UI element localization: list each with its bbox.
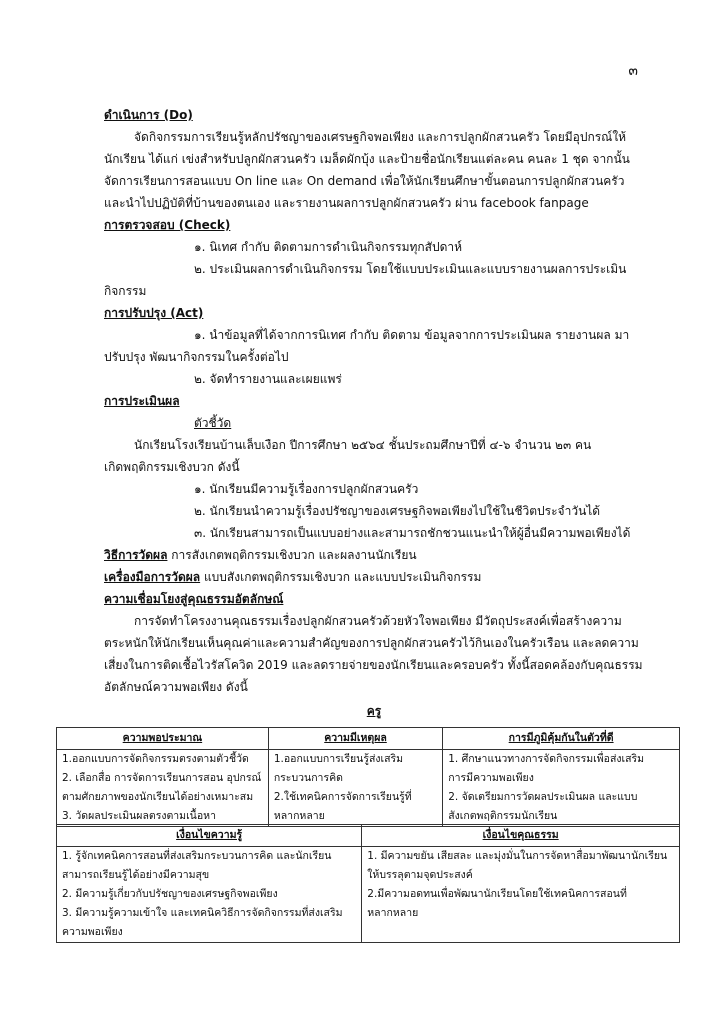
connection-heading: ความเชื่อมโยงสู่คุณธรรมอัตลักษณ์ (104, 592, 284, 606)
cell-line: ความพอเพียง (62, 926, 123, 938)
act-item-2: ๒. จัดทำรายงานและเผยแพร่ (194, 372, 342, 386)
act-item-1-cont: ปรับปรุง พัฒนากิจกรรมในครั้งต่อไป (104, 350, 289, 364)
cell-reasonableness (268, 750, 442, 827)
conditions-table (56, 824, 680, 943)
act-item-1: ๑. นำข้อมูลที่ได้จากการนิเทศ กำกับ ติดตาม ข้อมูลจากการประเมินผล รายงานผล มา (194, 328, 630, 342)
connection-text: การจัดทำโครงงานคุณธรรมเรื่องปลูกผักสวนครัวด้วยหัวใจพอเพียง มีวัตถุประสงค์เพื่อสร้างความตระหนักให้นักเรียนเห็นคุณค่าและความสำคัญของการปลูกผักสวนครัวไว้กินเองในครัวเรือน และลดความเสี่ยงในการติดเชื้อไวรัสโควิด 2019 และลดรายจ่ายของนักเรียนและครอบครัว ทั้งนี้สอดคล้องกับคุณธรรมอัตลักษณ์ความพอเพียง ดังนี้ (104, 614, 643, 694)
cell-line: 2. เลือกสื่อ การจัดการเรียนการสอน อุปกรณ์ (62, 772, 262, 784)
evaluation-heading: การประเมินผล (104, 394, 180, 408)
do-text: จัดกิจกรรมการเรียนรู้หลักปรัชญาของเศรษฐกิจพอเพียง และการปลูกผักสวนครัว โดยมีอุปกรณ์ให้นักเรียน ได้แก่ เข่งสำหรับปลูกผักสวนครัว เมล็ดผักบุ้ง และป้ายชื่อนักเรียนแต่ละคน คนละ 1 ชุด จากนั้นจัดการเรียนการสอนแบบ On line และ On demand เพื่อให้นักเรียนศึกษาขั้นตอนการปลูกผักสวนครัว และนำไปปฏิบัติที่บ้านของตนเอง และรายงานผลการปลูกผักสวนครัว ผ่าน facebook fanpage (104, 130, 630, 210)
cell-knowledge (57, 847, 362, 943)
cell-line: 3. วัดผลประเมินผลตรงตามเนื้อหา (62, 810, 216, 822)
method-line (104, 544, 644, 566)
cell-line: 1.ออกแบบการจัดกิจกรรมตรงตามตัวชี้วัด (62, 753, 249, 765)
check-item-2-cont: กิจกรรม (104, 284, 147, 298)
evaluation-item-3: ๓. นักเรียนสามารถเป็นแบบอย่างและสามารถชักชวนแนะนำให้ผู้อื่นมีความพอเพียงได้ (194, 526, 631, 540)
cell-morality (362, 847, 680, 943)
check-item-2: ๒. ประเมินผลการดำเนินกิจกรรม โดยใช้แบบประเมินและแบบรายงานผลการประเมิน (194, 262, 627, 276)
tool-text: แบบสังเกตพฤติกรรมเชิงบวก และแบบประเมินกิจกรรม (200, 570, 482, 584)
page-content (104, 104, 644, 726)
sufficiency-table (56, 727, 680, 827)
cell-line: 2.มีความอดทนเพื่อพัฒนานักเรียนโดยใช้เทคนิคการสอนที่ (367, 888, 627, 900)
cell-line: 1. ศึกษาแนวทางการจัดกิจกรรมเพื่อส่งเสริม (448, 753, 645, 765)
indicator-heading: ตัวชี้วัด (194, 416, 232, 430)
act-heading: การปรับปรุง (Act) (104, 306, 204, 320)
cell-line: ให้บรรลุตามจุดประสงค์ (367, 869, 473, 881)
method-label: วิธีการวัดผล (104, 548, 168, 562)
table-title: ครู (366, 704, 382, 718)
cell-line: สามารถเรียนรู้ได้อย่างมีความสุข (62, 869, 210, 881)
cell-line: 1. มีความขยัน เสียสละ และมุ่งมั่นในการจัดหาสื่อมาพัฒนานักเรียน (367, 850, 668, 862)
cell-immunity (443, 750, 680, 827)
cell-line: 2. จัดเตรียมการวัดผลประเมินผล และแบบ (448, 791, 638, 803)
cell-line: 2.ใช้เทคนิคการจัดการเรียนรู้ที่ (273, 791, 412, 803)
cell-line: ตามศักยภาพของนักเรียนได้อย่างเหมาะสม (62, 791, 254, 803)
header-knowledge-condition: เงื่อนไขความรู้ (57, 825, 362, 847)
check-item-1: ๑. นิเทศ กำกับ ติดตามการดำเนินกิจกรรมทุกสัปดาห์ (194, 240, 463, 254)
evaluation-item-2: ๒. นักเรียนนำความรู้เรื่องปรัชญาของเศรษฐกิจพอเพียงไปใช้ในชีวิตประจำวันได้ (194, 504, 601, 518)
col-header-immunity: การมีภูมิคุ้มกันในตัวที่ดี (443, 728, 680, 750)
cell-moderation (57, 750, 269, 827)
cell-line: 1.ออกแบบการเรียนรู้ส่งเสริม (273, 753, 404, 765)
col-header-reasonableness: ความมีเหตุผล (268, 728, 442, 750)
cell-line: 3. มีความรู้ความเข้าใจ และเทคนิควิธีการจัดกิจกรรมที่ส่งเสริม (62, 907, 343, 919)
cell-line: การมีความพอเพียง (448, 772, 534, 784)
cell-line: 1. รู้จักเทคนิคการสอนที่ส่งเสริมกระบวนการคิด และนักเรียน (62, 850, 332, 862)
check-heading: การตรวจสอบ (Check) (104, 218, 231, 232)
do-heading: ดำเนินการ (Do) (104, 108, 193, 122)
cell-line: กระบวนการคิด (273, 772, 343, 784)
evaluation-intro: นักเรียนโรงเรียนบ้านเล็บเงือก ปีการศึกษา ๒๕๖๔ ชั้นประถมศึกษาปีที่ ๔-๖ จำนวน ๒๓ คน (134, 438, 592, 452)
method-text: การสังเกตพฤติกรรมเชิงบวก และผลงานนักเรียน (167, 548, 417, 562)
tool-line (104, 566, 644, 588)
cell-line: 2. มีความรู้เกี่ยวกับปรัชญาของเศรษฐกิจพอเพียง (62, 888, 278, 900)
cell-line: หลากหลาย (273, 810, 325, 822)
header-morality-condition: เงื่อนไขคุณธรรม (362, 825, 680, 847)
page-number: ๓ (628, 63, 638, 79)
evaluation-item-1: ๑. นักเรียนมีความรู้เรื่องการปลูกผักสวนครัว (194, 482, 419, 496)
evaluation-intro-cont: เกิดพฤติกรรมเชิงบวก ดังนี้ (104, 460, 240, 474)
cell-line: สังเกตพฤติกรรมนักเรียน (448, 810, 558, 822)
cell-line: หลากหลาย (367, 907, 419, 919)
tool-label: เครื่องมือการวัดผล (104, 570, 201, 584)
col-header-moderation: ความพอประมาณ (57, 728, 269, 750)
